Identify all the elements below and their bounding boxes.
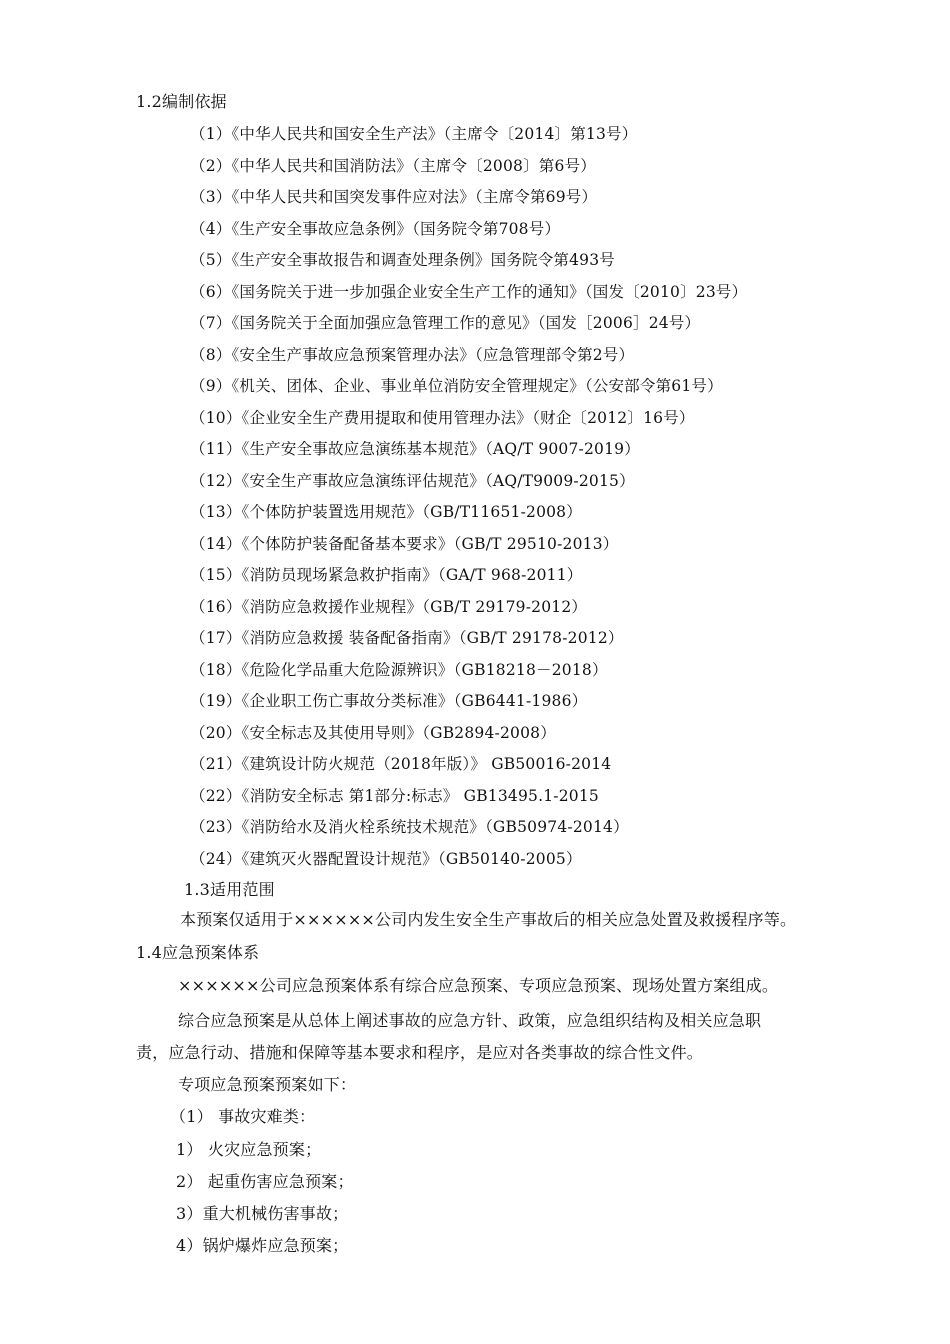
reference-item: （13）《个体防护装置选用规范》（GB/T11651-2008） bbox=[190, 503, 582, 521]
reference-item: （21）《建筑设计防火规范（2018年版）》 GB50016-2014 bbox=[190, 755, 612, 773]
reference-item: （9）《机关、团体、企业、事业单位消防安全管理规定》（公安部令第61号） bbox=[190, 377, 723, 395]
list-item: 4）锅炉爆炸应急预案； bbox=[176, 1236, 349, 1255]
reference-item: （4）《生产安全事故应急条例》（国务院令第708号） bbox=[190, 219, 561, 238]
reference-item: （23）《消防给水及消火栓系统技术规范》（GB50974-2014） bbox=[190, 818, 629, 836]
reference-item: （8）《安全生产事故应急预案管理办法》（应急管理部令第2号） bbox=[190, 345, 635, 364]
reference-item: （10）《企业安全生产费用提取和使用管理办法》（财企〔2012〕16号） bbox=[190, 408, 695, 427]
reference-item: （17）《消防应急救援 装备配备指南》（GB/T 29178-2012） bbox=[190, 629, 624, 647]
reference-item: （3）《中华人民共和国突发事件应对法》（主席令第69号） bbox=[190, 188, 598, 206]
special-plan-intro: 专项应急预案预案如下： bbox=[178, 1075, 357, 1094]
reference-item: （2）《中华人民共和国消防法》（主席令〔2008〕第6号） bbox=[190, 156, 596, 175]
reference-item: （24）《建筑灭火器配置设计规范》（GB50140-2005） bbox=[190, 849, 582, 868]
reference-item: （6）《国务院关于进一步加强企业安全生产工作的通知》（国发〔2010〕23号） bbox=[190, 282, 748, 301]
reference-item: （5）《生产安全事故报告和调查处理条例》国务院令第493号 bbox=[190, 251, 615, 269]
section-heading-1-3: 1.3适用范围 bbox=[184, 880, 275, 899]
reference-item: （15）《消防员现场紧急救护指南》（GA/T 968-2011） bbox=[190, 566, 583, 584]
reference-item: （22）《消防安全标志 第1部分:标志》 GB13495.1-2015 bbox=[190, 786, 599, 805]
section-heading-1-2: 1.2编制依据 bbox=[136, 92, 227, 111]
reference-item: （7）《国务院关于全面加强应急管理工作的意见》（国发［2006］24号） bbox=[190, 314, 701, 332]
list-item: 1） 火灾应急预案； bbox=[176, 1140, 322, 1159]
list-item: 2） 起重伤害应急预案； bbox=[176, 1172, 354, 1191]
system-paragraph: ××××××公司应急预案体系有综合应急预案、专项应急预案、现场处置方案组成。 bbox=[178, 976, 779, 995]
reference-item: （20）《安全标志及其使用导则》（GB2894-2008） bbox=[190, 723, 556, 742]
reference-item: （1）《中华人民共和国安全生产法》（主席令〔2014〕第13号） bbox=[190, 125, 638, 143]
section-heading-1-4: 1.4应急预案体系 bbox=[136, 943, 260, 962]
reference-item: （19）《企业职工伤亡事故分类标准》（GB6441-1986） bbox=[190, 692, 588, 710]
list-item: 3）重大机械伤害事故； bbox=[176, 1204, 349, 1223]
reference-item: （11）《生产安全事故应急演练基本规范》（AQ/T 9007-2019） bbox=[190, 440, 640, 458]
scope-paragraph: 本预案仅适用于××××××公司内发生安全生产事故后的相关应急处置及救援程序等。 bbox=[180, 910, 797, 929]
reference-item: （12）《安全生产事故应急演练评估规范》（AQ/T9009-2015） bbox=[190, 471, 635, 490]
reference-item: （18）《危险化学品重大危险源辨识》（GB18218－2018） bbox=[190, 660, 608, 679]
reference-item: （14）《个体防护装备配备基本要求》（GB/T 29510-2013） bbox=[190, 534, 619, 553]
list-item: （1） 事故灾难类： bbox=[170, 1107, 316, 1126]
reference-item: （16）《消防应急救援作业规程》（GB/T 29179-2012） bbox=[190, 597, 588, 616]
overall-plan-paragraph-line-1: 综合应急预案是从总体上阐述事故的应急方针、政策，应急组织结构及相关应急职 bbox=[178, 1011, 762, 1030]
overall-plan-paragraph-line-2: 责，应急行动、措施和保障等基本要求和程序，是应对各类事故的综合性文件。 bbox=[136, 1043, 704, 1062]
